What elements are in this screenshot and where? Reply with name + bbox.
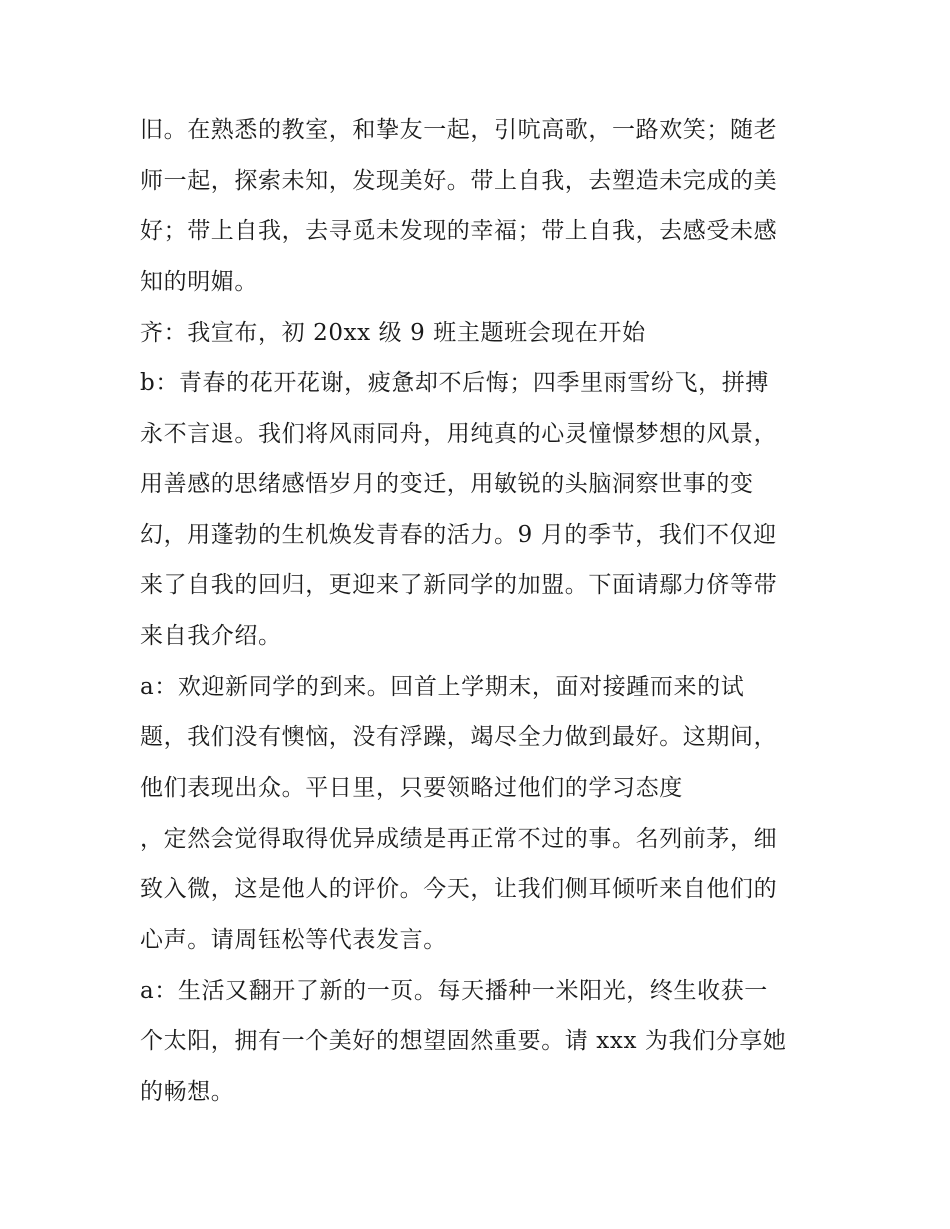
text-line: 好；带上自我，去寻觅未发现的幸福；带上自我，去感受未感 (140, 218, 778, 244)
text-line: a：欢迎新同学的到来。回首上学期末，面对接踵而来的试 (140, 674, 745, 700)
text-line: 用善感的思绪感悟岁月的变迁，用敏锐的头脑洞察世事的变 (140, 471, 754, 497)
text-line: 来自我介绍。 (140, 623, 282, 649)
text-line: 致入微，这是他人的评价。今天，让我们侧耳倾听来自他们的 (140, 876, 778, 902)
text-line: 来了自我的回归，更迎来了新同学的加盟。下面请鄢力侪等带 (140, 572, 778, 598)
text-line: 幻，用蓬勃的生机焕发青春的活力。9 月的季节，我们不仅迎 (140, 522, 777, 548)
text-line: ，定然会觉得取得优异成绩是再正常不过的事。名列前茅，细 (140, 826, 778, 852)
text-line: 心声。请周钰松等代表发言。 (140, 927, 447, 953)
text-line: b：青春的花开花谢，疲惫却不后悔；四季里雨雪纷飞，拼搏 (140, 370, 769, 396)
text-line: 题，我们没有懊恼，没有浮躁，竭尽全力做到最好。这期间， (140, 724, 778, 750)
text-line: 的畅想。 (140, 1079, 235, 1105)
text-line: 他们表现出众。平日里，只要领略过他们的学习态度 (140, 775, 683, 801)
text-line: 个太阳，拥有一个美好的想望固然重要。请 xxx 为我们分享她 (140, 1028, 787, 1054)
text-line: 旧。在熟悉的教室，和挚友一起，引吭高歌，一路欢笑；随老 (140, 117, 778, 143)
text-line: 知的明媚。 (140, 269, 258, 295)
text-line: a：生活又翻开了新的一页。每天播种一米阳光，终生收获一 (140, 978, 768, 1004)
text-line: 师一起，探索未知，发现美好。带上自我，去塑造未完成的美 (140, 168, 778, 194)
text-line: 永不言退。我们将风雨同舟，用纯真的心灵憧憬梦想的风景， (140, 421, 778, 447)
text-line: 齐：我宣布，初 20xx 级 9 班主题班会现在开始 (140, 320, 646, 346)
